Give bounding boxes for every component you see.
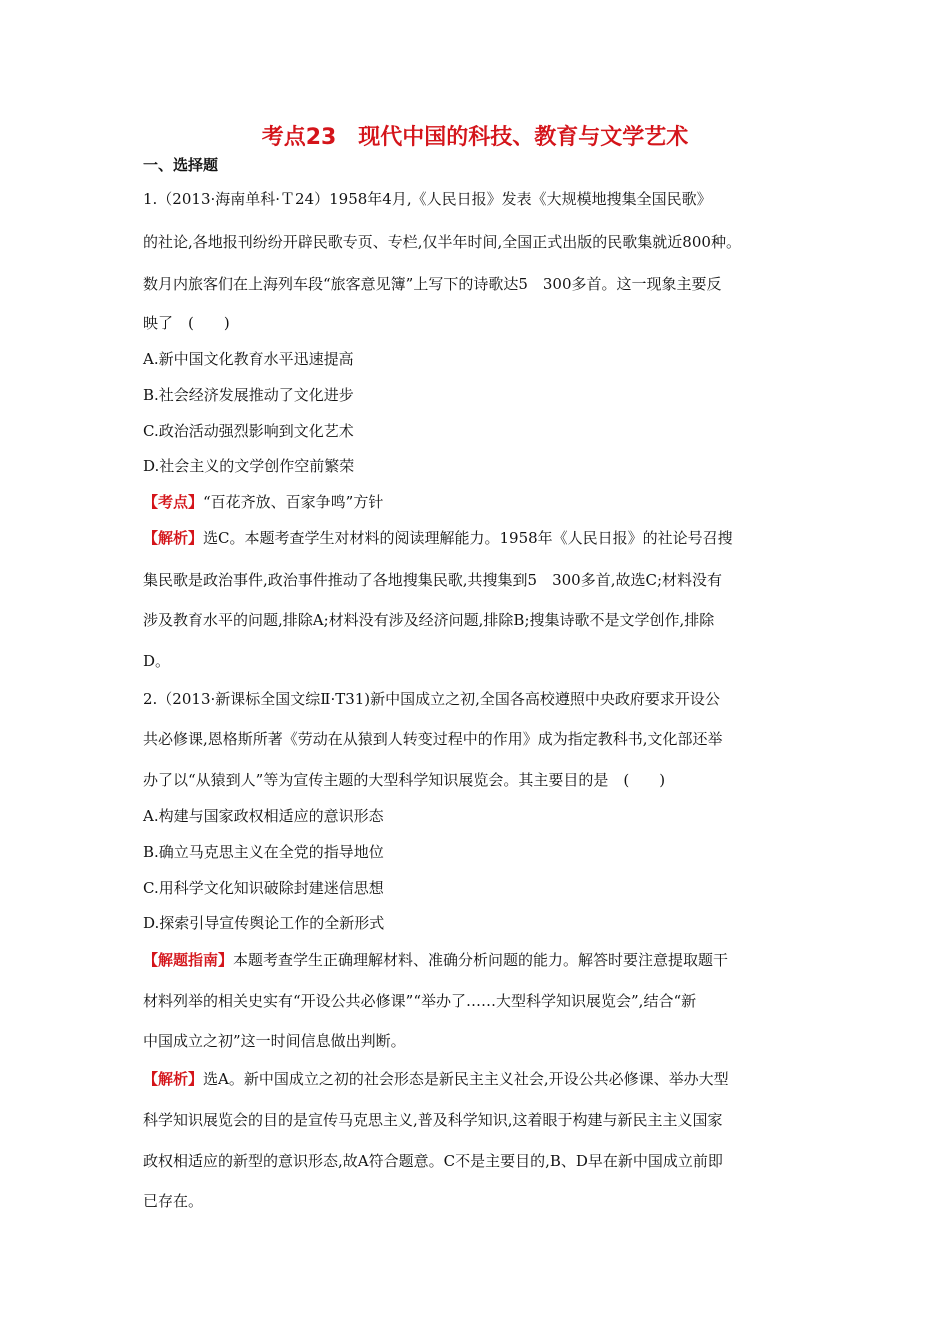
q2-jiexi-line: 科学知识展览会的目的是宣传马克思主义,普及科学知识,这着眼于构建与新民主主义国家: [143, 1111, 723, 1129]
q2-stem-line: 共必修课,恩格斯所著《劳动在从猿到人转变过程中的作用》成为指定教科书,文化部还举: [143, 730, 723, 748]
q2-jiexi-tag: 【解析】: [143, 1070, 204, 1088]
q1-jiexi-tag: 【解析】: [143, 529, 204, 547]
q1-stem-line: 的社论,各地报刊纷纷开辟民歌专页、专栏,仅半年时间,全国正式出版的民歌集就近800种。: [143, 233, 741, 251]
q1-option-d: D.社会主义的文学创作空前繁荣: [143, 457, 355, 475]
section-heading: 一、选择题: [143, 156, 219, 174]
q1-jiexi-line: [143, 528, 733, 548]
q2-stem-line: 办了以“从猿到人”等为宣传主题的大型科学知识展览会。其主要目的是 ( ): [143, 771, 666, 789]
q1-option-a: A.新中国文化教育水平迅速提高: [143, 350, 354, 368]
q2-jiexi-line: 已存在。: [143, 1192, 204, 1210]
q1-jiexi-text: 选C。本题考查学生对材料的阅读理解能力。1958年《人民日报》的社论号召搜: [203, 529, 733, 547]
q1-kaodian-text: “百花齐放、百家争鸣”方针: [203, 493, 384, 511]
q1-stem-line: 数月内旅客们在上海列车段“旅客意见簿”上写下的诗歌达5 300多首。这一现象主要反: [143, 275, 722, 293]
q1-jiexi-line: D。: [143, 652, 171, 670]
q1-kaodian-tag: 【考点】: [143, 493, 204, 511]
q1-stem-line: 映了 ( ): [143, 314, 230, 332]
q2-jiexi-line: 政权相适应的新型的意识形态,故A符合题意。C不是主要目的,B、D早在新中国成立前即: [143, 1152, 723, 1170]
q2-guide-line: [143, 950, 728, 970]
q2-option-a: A.构建与国家政权相适应的意识形态: [143, 807, 384, 825]
q2-guide-line: 中国成立之初”这一时间信息做出判断。: [143, 1032, 406, 1050]
q2-guide-text: 本题考查学生正确理解材料、准确分析问题的能力。解答时要注意提取题干: [233, 951, 729, 969]
q2-guide-tag: 【解题指南】: [143, 951, 234, 969]
q1-stem-line: 1.（2013·海南单科·Ｔ24）1958年4月,《人民日报》发表《大规模地搜集全国民歌》: [143, 190, 712, 208]
q2-option-b: B.确立马克思主义在全党的指导地位: [143, 843, 384, 861]
q2-jiexi-text: 选A。新中国成立之初的社会形态是新民主主义社会,开设公共必修课、举办大型: [203, 1070, 729, 1088]
q2-stem-line: 2.（2013·新课标全国文综Ⅱ·T31)新中国成立之初,全国各高校遵照中央政府要求开设公: [143, 690, 720, 708]
page-title: 考点23 现代中国的科技、教育与文学艺术: [261, 125, 689, 150]
q2-jiexi-line: [143, 1069, 729, 1089]
q1-kaodian: [143, 492, 383, 512]
q2-guide-line: 材料列举的相关史实有“开设公共必修课”“举办了……大型科学知识展览会”,结合“新: [143, 992, 697, 1010]
q1-jiexi-line: 集民歌是政治事件,政治事件推动了各地搜集民歌,共搜集到5 300多首,故选C;材料没有: [143, 571, 723, 589]
q1-option-b: B.社会经济发展推动了文化进步: [143, 386, 354, 404]
q2-option-c: C.用科学文化知识破除封建迷信思想: [143, 879, 384, 897]
q2-option-d: D.探索引导宣传舆论工作的全新形式: [143, 914, 385, 932]
q1-option-c: C.政治活动强烈影响到文化艺术: [143, 422, 354, 440]
q1-jiexi-line: 涉及教育水平的问题,排除A;材料没有涉及经济问题,排除B;搜集诗歌不是文学创作,排除: [143, 611, 715, 629]
